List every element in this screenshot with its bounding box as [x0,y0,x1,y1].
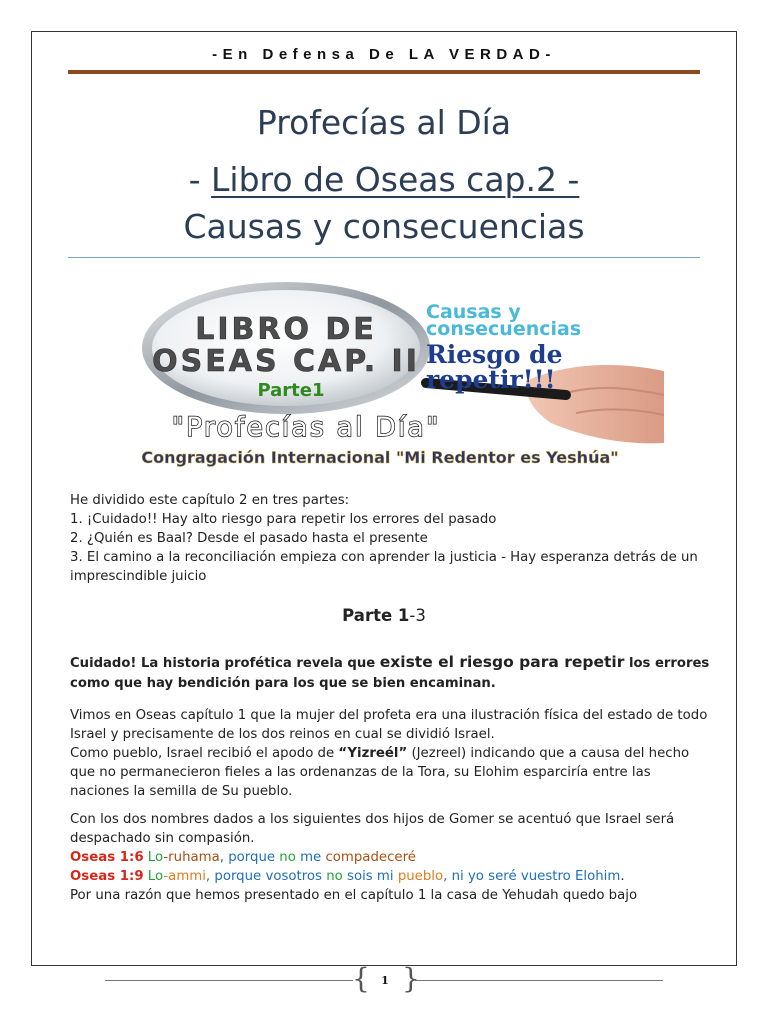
banner-right-2: consecuencias [426,318,582,340]
verse-1-6-me: me [295,850,326,865]
lens-text-1: LIBRO DE [195,312,377,347]
warning-statement [70,652,710,694]
right-brace: } [402,962,420,995]
lens-text-2: OSEAS CAP. II [152,344,420,379]
verse-ref-1-6: Oseas 1:6 [70,850,144,865]
verse-ref-1-9: Oseas 1:9 [70,869,144,884]
verse-1-9-porque: , porque vosotros [205,869,327,884]
verse-1-9-sois: sois mi [342,869,398,884]
title-line-2-prefix: - [188,160,212,199]
title-rule [68,257,700,258]
banner-bottom-2: Congragación Internacional "Mi Redentor es Yeshúa" [141,448,619,467]
intro-list [70,491,710,586]
left-brace: { [352,962,370,995]
banner-image [96,273,664,474]
footer-rule-left [105,980,353,981]
section-heading-bold: Parte 1 [342,606,410,625]
paragraph-2-text-1: Con los dos nombres dados a los siguientes dos hijos de Gomer se acentuó que Israel será despachado sin compasión. [70,812,675,846]
verse-1-9-lo: Lo [143,869,164,884]
title-line-2-main: Libro de Oseas cap.2 - [211,160,580,199]
yizreel-term: “Yizreél” [338,746,408,761]
verse-1-9-ammi: -ammi [163,869,206,884]
verse-oseas-1-6 [70,848,710,867]
verse-1-9-pueblo: pueblo [397,869,444,884]
verse-oseas-1-9 [70,867,710,886]
verse-1-6-porque: , porque [219,850,280,865]
verse-1-6-no: no [279,850,296,865]
warning-part-2: existe el riesgo para repetir [379,653,625,671]
footer-rule-right [415,980,663,981]
banner-right-4: repetir!!! [426,365,556,394]
banner-bottom-1: "Profecías al Día" [171,412,441,443]
page-header: -En Defensa De LA VERDAD- [212,46,556,63]
warning-part-3: los errores como que hay bendición para los que se bien encaminan. [70,656,710,691]
title-line-3: Causas y consecuencias [183,207,585,246]
lens-text-3: Parte1 [257,380,325,401]
verse-1-9-dot: . [620,869,625,884]
intro-item-1: 1. ¡Cuidado!! Hay alto riesgo para repetir los errores del pasado [70,512,497,527]
title-line-1: Profecías al Día [256,103,512,142]
intro-item-3: 3. El camino a la reconciliación empieza con aprender la justicia - Hay esperanza detrás de un imprescindible juicio [70,550,698,584]
paragraph-1-text-2a: Como pueblo, Israel recibió el apodo de [70,746,339,761]
paragraph-1-text-2b: (Jezreel) indicando que a causa del hecho que no permanecieron fieles a las ordenanzas de la Tora, su Elohim esparciría entre las naciones la semilla de Su pueblo. [70,746,690,799]
banner-right-3: Riesgo de [426,340,563,369]
warning-part-1: Cuidado! La historia profética revela que [70,656,380,671]
paragraph-2-text-last: Por una razón que hemos presentado en el capítulo 1 la casa de Yehudah quedo bajo [70,888,638,903]
banner-right-1: Causas y [426,301,521,323]
verse-1-6-compadecere: compadeceré [325,850,416,865]
section-heading [0,606,768,625]
paragraph-1 [70,706,710,801]
verse-1-9-ni: , ni yo seré vuestro Elohim [443,869,621,884]
verse-1-9-no: no [326,869,343,884]
paragraph-1-text-1: Vimos en Oseas capítulo 1 que la mujer del profeta era una ilustración física del estado de todo Israel y precisamente de los dos reinos en cual se dividió Israel. [70,708,708,742]
paragraph-1-text-2 [70,744,710,801]
verse-1-6-lo: Lo [143,850,164,865]
page-number: 1 [381,974,389,987]
title-line-2 [0,158,768,202]
intro-heading: He dividido este capítulo 2 en tres partes: [70,493,350,508]
section-heading-rest: -3 [409,606,426,625]
header-rule [68,70,700,74]
intro-item-2: 2. ¿Quién es Baal? Desde el pasado hasta el presente [70,531,428,546]
paragraph-2 [70,810,710,905]
verse-1-6-ruhama: -ruhama [163,850,220,865]
